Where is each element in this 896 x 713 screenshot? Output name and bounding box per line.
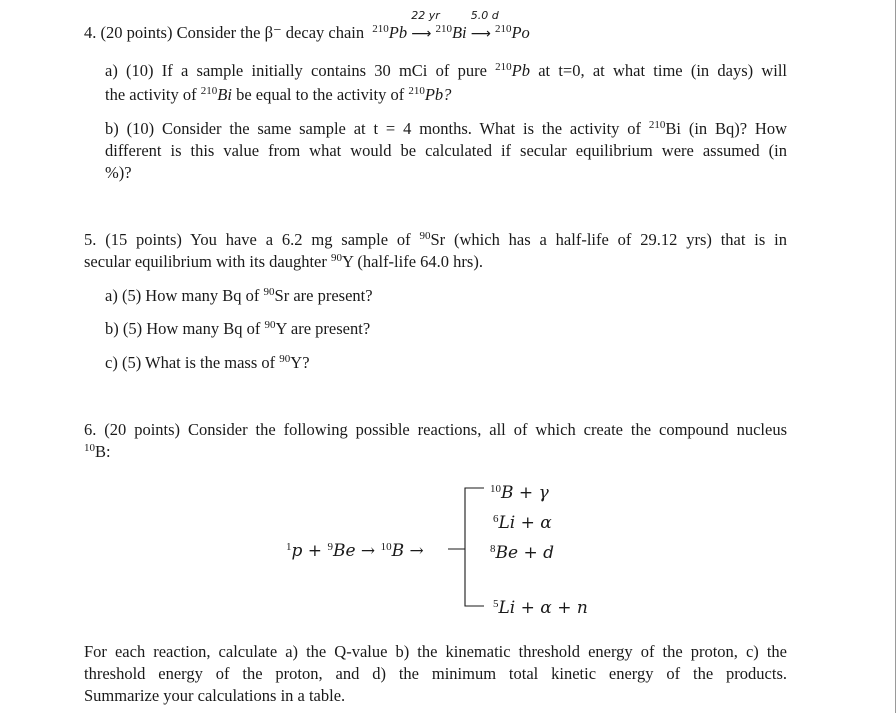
q4-points: (20 points) (100, 23, 173, 42)
q4-heading (84, 9, 530, 45)
q6-footer-line3: Summarize your calculations in a table. (84, 686, 346, 705)
q4b-line3: %)? (105, 163, 132, 182)
q5b: b) (5) How many Bq of $^{90}$Y are present? (105, 319, 371, 338)
q5-line1: 5. (15 points) You have a 6.2 mg sample of $^{90}$Sr (which has a half-life of 29.12 yrs) that is in (84, 230, 787, 249)
po-mass-number: 210 (494, 23, 512, 35)
q6-footer-line1: For each reaction, calculate a) the Q-value b) the kinematic threshold energy of the proton, c) the (84, 642, 787, 661)
q4a-line2: the activity of $^{210}$Bi be equal to the activity of $^{210}$Pb? (105, 85, 452, 104)
bi-mass-number: 210 (435, 23, 452, 35)
reaction-lhs: $^1$p + $^9$Be → $^{10}$B → (286, 541, 424, 561)
product-channel-3: $^8$Be + d (490, 543, 555, 563)
q4-decay-chain (372, 9, 530, 42)
q4-number: 4. (84, 23, 97, 42)
half-life-label-bi: 5.0 d (470, 9, 499, 22)
pb-symbol: Pb (388, 23, 408, 42)
po-symbol: Po (511, 23, 530, 42)
q4-intro: Consider the β⁻ decay chain (176, 23, 365, 42)
half-life-label-pb: 22 yr (411, 9, 440, 22)
q4a-line1: a) (10) If a sample initially contains 30 mCi of pure $^{210}$Pb at t=0, at what time (in days) will (105, 61, 788, 80)
q5c: c) (5) What is the mass of $^{90}$Y? (105, 353, 310, 372)
product-channel-4: $^5$Li + α + n (493, 598, 588, 618)
product-channel-1: $^{10}$B + γ (490, 483, 549, 503)
decay-arrow-2: 5.0 d ⟶ (470, 9, 499, 42)
reaction-branch-bracket (448, 476, 488, 616)
q6-footer-line2: threshold energy of the proton, and d) the minimum total kinetic energy of the products. (84, 664, 787, 683)
q6-line1: 6. (20 points) Consider the following possible reactions, all of which create the compound nucleus (84, 420, 787, 439)
product-channel-2: $^6$Li + α (493, 513, 552, 533)
bi-symbol: Bi (451, 23, 467, 42)
q4b-line1: b) (10) Consider the same sample at t = 4 months. What is the activity of $^{210}$Bi (in Bq)? How (105, 119, 788, 138)
q5-line2: secular equilibrium with its daughter $^{90}$Y (half-life 64.0 hrs). (84, 252, 483, 271)
q6-line2: $^{10}$B: (84, 442, 111, 461)
q5a: a) (5) How many Bq of $^{90}$Sr are present? (105, 286, 373, 305)
q4b-line2: different is this value from what would be calculated if secular equilibrium were assumed (in (105, 141, 787, 160)
pb-mass-number: 210 (372, 23, 389, 35)
decay-arrow-1: 22 yr ⟶ (411, 9, 440, 42)
